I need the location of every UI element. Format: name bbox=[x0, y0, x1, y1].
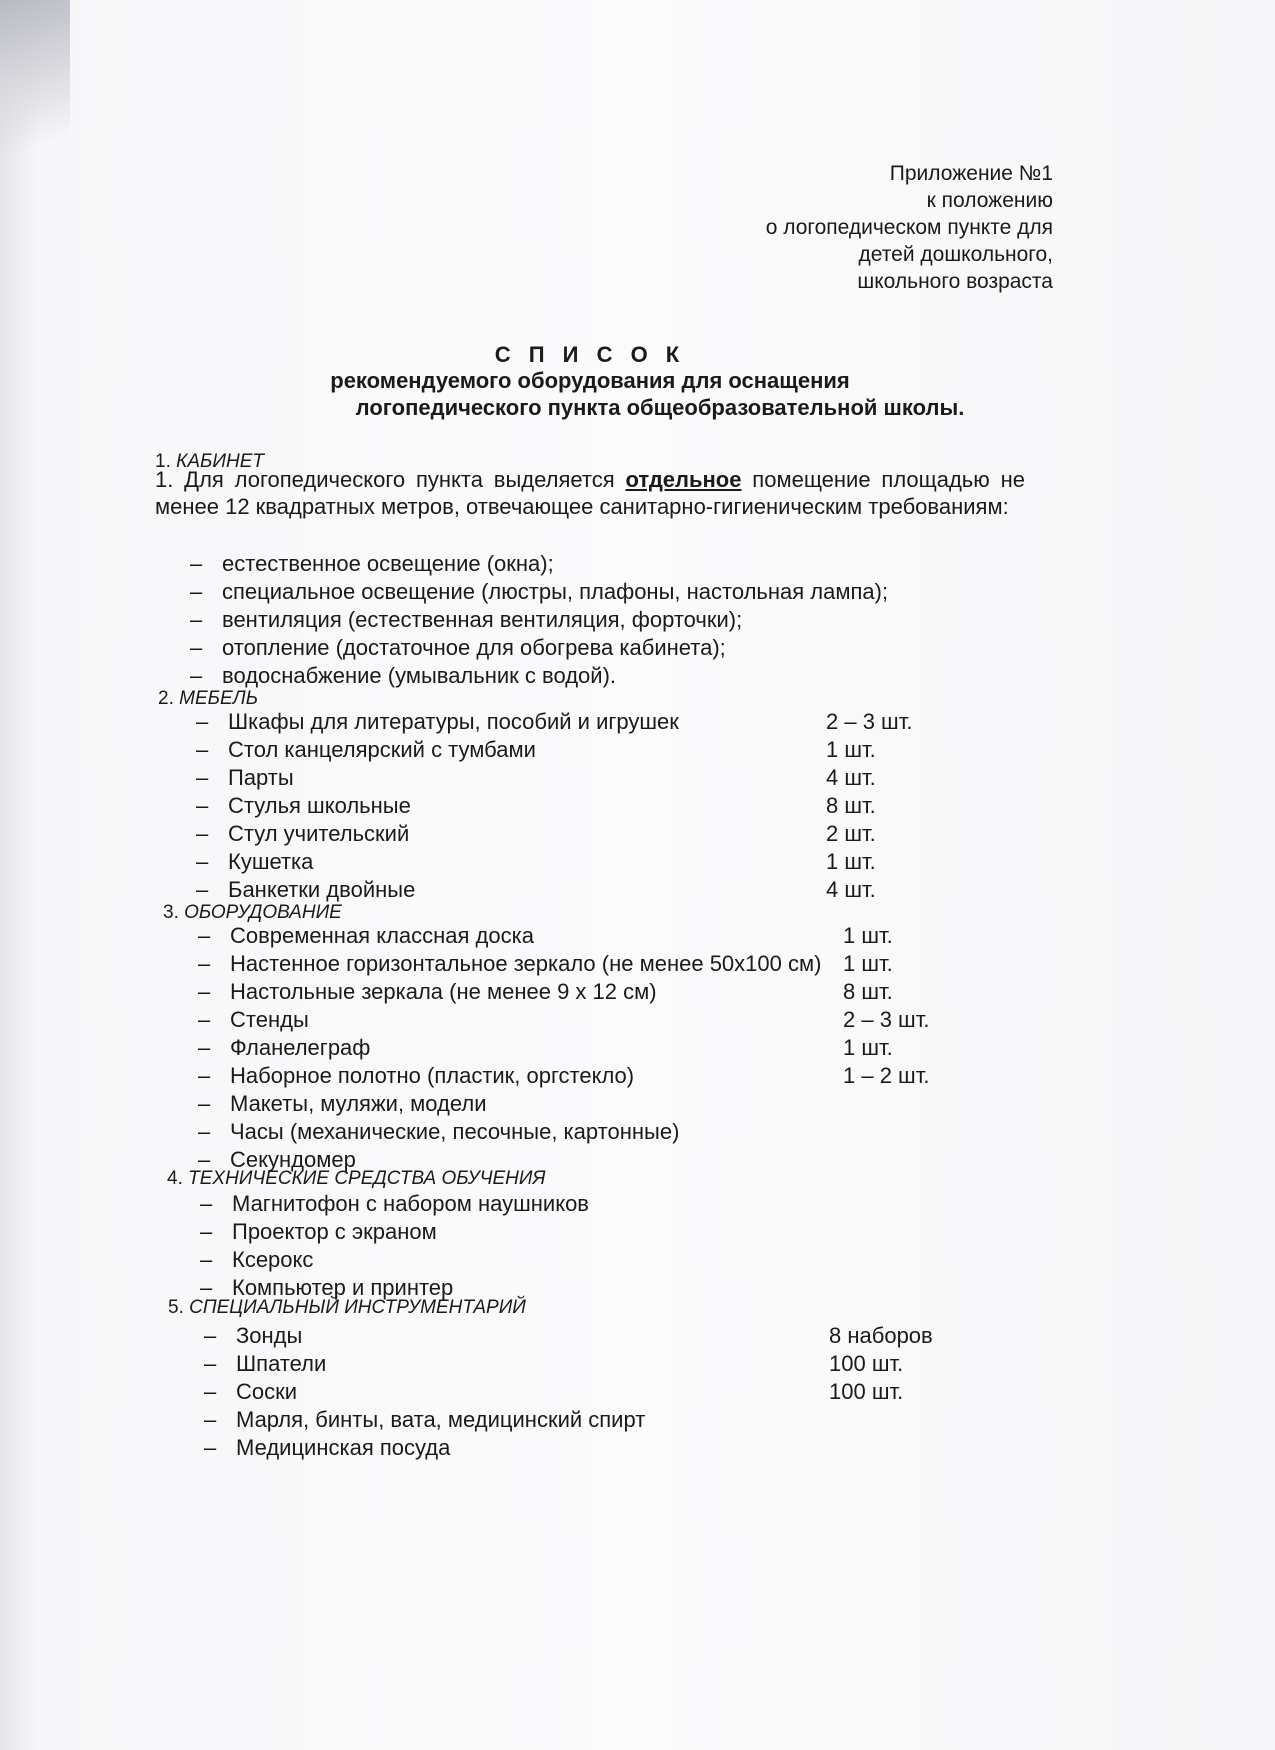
section-name: МЕБЕЛЬ bbox=[179, 688, 259, 709]
item-name: Макеты, муляжи, модели bbox=[230, 1091, 487, 1116]
document-subtitle: логопедического пункта общеобразовательной школы. bbox=[355, 395, 965, 420]
appendix-line: детей дошкольного, bbox=[858, 243, 1053, 266]
item-quantity: 8 шт. bbox=[826, 793, 876, 818]
item-quantity: 1 – 2 шт. bbox=[843, 1063, 930, 1088]
item-name: Соски bbox=[236, 1379, 298, 1404]
dash-bullet: – bbox=[198, 1035, 211, 1060]
section-heading-instruments bbox=[168, 1297, 526, 1319]
item-quantity: 2 – 3 шт. bbox=[843, 1007, 930, 1032]
dash-bullet: – bbox=[200, 1247, 213, 1272]
item-quantity: 8 шт. bbox=[843, 979, 893, 1004]
dash-bullet: – bbox=[200, 1275, 213, 1300]
item-name: вентиляция (естественная вентиляция, форточки); bbox=[222, 607, 743, 632]
item-name: специальное освещение (люстры, плафоны, настольная лампа); bbox=[222, 579, 889, 604]
document-title: С П И С О К bbox=[494, 342, 686, 367]
dash-bullet: – bbox=[198, 979, 211, 1004]
dash-bullet: – bbox=[196, 849, 209, 874]
item-name: Зонды bbox=[236, 1323, 303, 1348]
appendix-line: школьного возраста bbox=[857, 270, 1053, 293]
para-emphasis: отдельное bbox=[625, 467, 742, 492]
item-name: Банкетки двойные bbox=[228, 877, 416, 902]
para-text: помещение площадью не менее 12 квадратных метров, отвечающее санитарно-гигиеническим требованиям: bbox=[155, 467, 1025, 519]
section-name: ОБОРУДОВАНИЕ bbox=[184, 902, 342, 923]
item-name: Магнитофон с набором наушников bbox=[232, 1191, 589, 1216]
section-name: КАБИНЕТ bbox=[176, 451, 264, 472]
dash-bullet: – bbox=[190, 607, 203, 632]
dash-bullet: – bbox=[198, 1007, 211, 1032]
para-text: 1. Для логопедического пункта выделяется bbox=[155, 467, 626, 492]
dash-bullet: – bbox=[196, 765, 209, 790]
scan-shadow bbox=[0, 0, 70, 190]
dash-bullet: – bbox=[196, 793, 209, 818]
appendix-line: о логопедическом пункте для bbox=[765, 216, 1053, 239]
section-number: 5. bbox=[168, 1297, 184, 1318]
item-quantity: 1 шт. bbox=[843, 951, 893, 976]
section-number: 3. bbox=[163, 902, 179, 923]
document-subtitle: рекомендуемого оборудования для оснащения bbox=[330, 368, 850, 393]
dash-bullet: – bbox=[200, 1191, 213, 1216]
item-quantity: 100 шт. bbox=[829, 1379, 904, 1404]
item-quantity: 2 – 3 шт. bbox=[826, 709, 913, 734]
item-name: Парты bbox=[228, 765, 294, 790]
appendix-line: к положению bbox=[926, 189, 1053, 212]
dash-bullet: – bbox=[190, 635, 203, 660]
item-name: Компьютер и принтер bbox=[232, 1275, 454, 1300]
item-name: Настольные зеркала (не менее 9 х 12 см) bbox=[230, 979, 657, 1004]
item-quantity: 8 наборов bbox=[829, 1323, 933, 1348]
item-name: Секундомер bbox=[230, 1147, 356, 1172]
item-name: водоснабжение (умывальник с водой). bbox=[222, 663, 617, 688]
dash-bullet: – bbox=[196, 877, 209, 902]
dash-bullet: – bbox=[198, 1091, 211, 1116]
item-quantity: 2 шт. bbox=[826, 821, 876, 846]
dash-bullet: – bbox=[196, 821, 209, 846]
dash-bullet: – bbox=[204, 1435, 217, 1460]
item-name: Настенное горизонтальное зеркало (не менее 50х100 см) bbox=[230, 951, 822, 976]
dash-bullet: – bbox=[190, 663, 203, 688]
item-name: Часы (механические, песочные, картонные) bbox=[230, 1119, 680, 1144]
item-name: Стол канцелярский с тумбами bbox=[228, 737, 536, 762]
item-name: Наборное полотно (пластик, оргстекло) bbox=[230, 1063, 635, 1088]
item-quantity: 4 шт. bbox=[826, 765, 876, 790]
item-name: отопление (достаточное для обогрева кабинета); bbox=[222, 635, 726, 660]
dash-bullet: – bbox=[190, 551, 203, 576]
item-name: Шпатели bbox=[236, 1351, 327, 1376]
section-name: ТЕХНИЧЕСКИЕ СРЕДСТВА ОБУЧЕНИЯ bbox=[188, 1168, 546, 1189]
dash-bullet: – bbox=[196, 737, 209, 762]
section-heading-furniture bbox=[158, 688, 258, 710]
item-quantity: 1 шт. bbox=[843, 1035, 893, 1060]
dash-bullet: – bbox=[196, 709, 209, 734]
dash-bullet: – bbox=[198, 923, 211, 948]
dash-bullet: – bbox=[204, 1351, 217, 1376]
item-quantity: 1 шт. bbox=[826, 737, 876, 762]
item-name: Кушетка bbox=[228, 849, 314, 874]
dash-bullet: – bbox=[204, 1379, 217, 1404]
item-name: Стенды bbox=[230, 1007, 309, 1032]
dash-bullet: – bbox=[198, 1119, 211, 1144]
dash-bullet: – bbox=[204, 1323, 217, 1348]
dash-bullet: – bbox=[200, 1219, 213, 1244]
item-quantity: 100 шт. bbox=[829, 1351, 904, 1376]
section-number: 2. bbox=[158, 688, 174, 709]
item-name: Ксерокс bbox=[232, 1247, 314, 1272]
item-name: Стул учительский bbox=[228, 821, 410, 846]
section-number: 4. bbox=[167, 1168, 183, 1189]
item-name: Современная классная доска bbox=[230, 923, 534, 948]
item-quantity: 4 шт. bbox=[826, 877, 876, 902]
appendix-line: Приложение №1 bbox=[889, 162, 1053, 185]
item-name: Проектор с экраном bbox=[232, 1219, 437, 1244]
dash-bullet: – bbox=[204, 1407, 217, 1432]
item-name: Медицинская посуда bbox=[236, 1435, 451, 1460]
item-name: естественное освещение (окна); bbox=[222, 551, 554, 576]
item-name: Марля, бинты, вата, медицинский спирт bbox=[236, 1407, 646, 1432]
item-name: Стулья школьные bbox=[228, 793, 411, 818]
item-name: Фланелеграф bbox=[230, 1035, 371, 1060]
dash-bullet: – bbox=[190, 579, 203, 604]
item-quantity: 1 шт. bbox=[843, 923, 893, 948]
appendix-header bbox=[766, 160, 1053, 295]
dash-bullet: – bbox=[198, 1147, 211, 1172]
cabinet-paragraph bbox=[155, 466, 1025, 520]
section-name: СПЕЦИАЛЬНЫЙ ИНСТРУМЕНТАРИЙ bbox=[189, 1297, 526, 1318]
dash-bullet: – bbox=[198, 1063, 211, 1088]
item-name: Шкафы для литературы, пособий и игрушек bbox=[228, 709, 679, 734]
section-number: 1. bbox=[155, 451, 171, 472]
section-heading-equipment bbox=[163, 902, 342, 924]
item-quantity: 1 шт. bbox=[826, 849, 876, 874]
dash-bullet: – bbox=[198, 951, 211, 976]
section-heading-technical bbox=[167, 1168, 545, 1190]
